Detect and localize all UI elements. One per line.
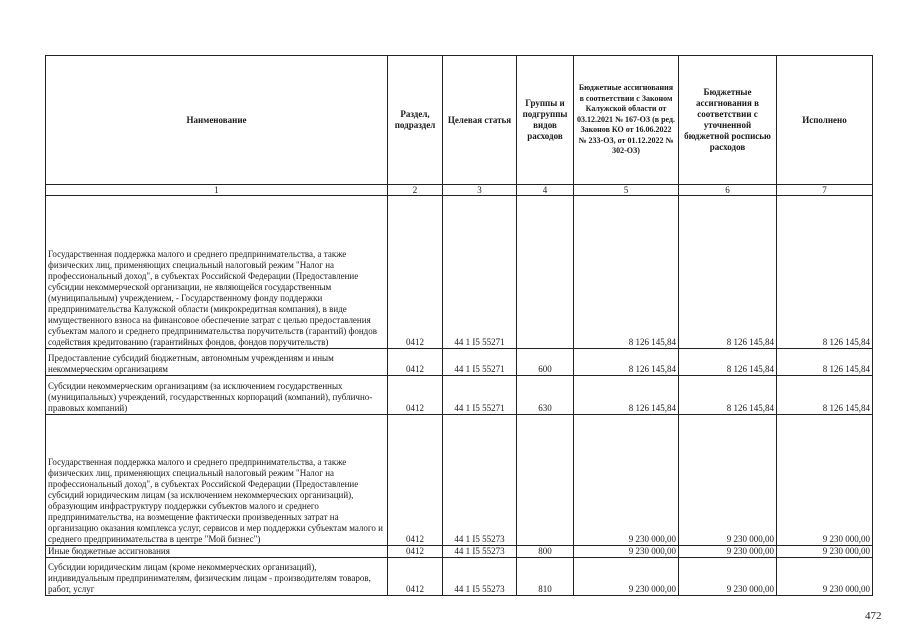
row-law-amount: 8 126 145,84 [574,349,679,376]
row-section: 0412 [388,415,443,546]
row-refined-amount: 9 230 000,00 [679,558,777,596]
table-row [46,376,873,415]
row-law-amount: 9 230 000,00 [574,415,679,546]
header-group: Группы и подгруппы видов расходов [517,56,574,185]
row-refined-amount: 8 126 145,84 [679,196,777,349]
column-number: 5 [574,185,679,196]
table-row [46,558,873,596]
row-executed-amount: 9 230 000,00 [777,415,873,546]
row-section: 0412 [388,558,443,596]
header-section: Раздел, подраздел [388,56,443,185]
header-law: Бюджетные ассигнования в соответствии с Законом Калужской области от 03.12.2021 № 167-ОЗ (в ред. Законов КО от 16.06.2022 № 233-ОЗ, от 01.12.2022 № 302-ОЗ) [574,56,679,185]
column-number: 6 [679,185,777,196]
row-group: 810 [517,558,574,596]
budget-table [45,55,873,596]
row-name: Субсидии юридическим лицам (кроме некоммерческих организаций), индивидуальным предпринимателям, физическим лицам - производителям товаров, работ, услуг [46,558,388,596]
column-number-row [46,185,873,196]
column-number: 7 [777,185,873,196]
row-name: Предоставление субсидий бюджетным, автономным учреждениям и иным некоммерческим организациям [46,349,388,376]
row-target: 44 1 I5 55271 [443,349,517,376]
page-number: 472 [865,610,882,622]
header-name: Наименование [46,56,388,185]
table-row [46,415,873,546]
row-law-amount: 8 126 145,84 [574,196,679,349]
row-refined-amount: 8 126 145,84 [679,376,777,415]
row-group [517,196,574,349]
row-refined-amount: 8 126 145,84 [679,349,777,376]
row-target: 44 1 I5 55271 [443,196,517,349]
row-name: Государственная поддержка малого и среднего предпринимательства, а также физических лиц, применяющих специальный налоговый режим "Налог на профессиональный доход", в субъектах Российской Федерации (Предоставление субсидий юридическим лицам (за исключением некоммерческих организаций), образующим инфраструктуру поддержки субъектов малого и среднего предпринимательства, на возмещение фактически произведенных затрат на организацию оказания комплекса услуг, сервисов и мер поддержки субъектам малого и среднего предпринимательства в центре "Мой бизнес") [46,415,388,546]
row-law-amount: 9 230 000,00 [574,558,679,596]
row-executed-amount: 9 230 000,00 [777,546,873,558]
row-refined-amount: 9 230 000,00 [679,415,777,546]
column-number: 3 [443,185,517,196]
row-section: 0412 [388,546,443,558]
column-number: 1 [46,185,388,196]
row-executed-amount: 8 126 145,84 [777,376,873,415]
header-executed: Исполнено [777,56,873,185]
table-row [46,349,873,376]
row-target: 44 1 I5 55273 [443,558,517,596]
row-target: 44 1 I5 55273 [443,546,517,558]
table-row [46,546,873,558]
column-number: 2 [388,185,443,196]
row-section: 0412 [388,376,443,415]
row-group: 600 [517,349,574,376]
row-section: 0412 [388,196,443,349]
row-executed-amount: 9 230 000,00 [777,558,873,596]
row-name: Государственная поддержка малого и среднего предпринимательства, а также физических лиц, применяющих специальный налоговый режим "Налог на профессиональный доход", в субъектах Российской Федерации (Предоставление субсидии некоммерческой организации, не являющейся государственным (муниципальным) учреждением, - Государственному фонду поддержки предпринимательства Калужской области (микрокредитная компания), в виде имущественного взноса на финансовое обеспечение затрат с целью предоставления субъектам малого и среднего предпринимательства поручительств (гарантий) фондов содействия кредитованию (гарантийных фондов, фондов поручительств) [46,196,388,349]
table-row [46,196,873,349]
row-refined-amount: 9 230 000,00 [679,546,777,558]
row-law-amount: 9 230 000,00 [574,546,679,558]
header-target: Целевая статья [443,56,517,185]
row-group: 800 [517,546,574,558]
header-row [46,56,873,185]
row-target: 44 1 I5 55271 [443,376,517,415]
row-name: Субсидии некоммерческим организациям (за исключением государственных (муниципальных) учреждений, государственных корпораций (компаний), публично-правовых компаний) [46,376,388,415]
column-number: 4 [517,185,574,196]
row-law-amount: 8 126 145,84 [574,376,679,415]
row-executed-amount: 8 126 145,84 [777,349,873,376]
row-executed-amount: 8 126 145,84 [777,196,873,349]
row-group [517,415,574,546]
row-group: 630 [517,376,574,415]
header-refined: Бюджетные ассигнования в соответствии с уточненной бюджетной росписью расходов [679,56,777,185]
row-section: 0412 [388,349,443,376]
row-target: 44 1 I5 55273 [443,415,517,546]
row-name: Иные бюджетные ассигнования [46,546,388,558]
